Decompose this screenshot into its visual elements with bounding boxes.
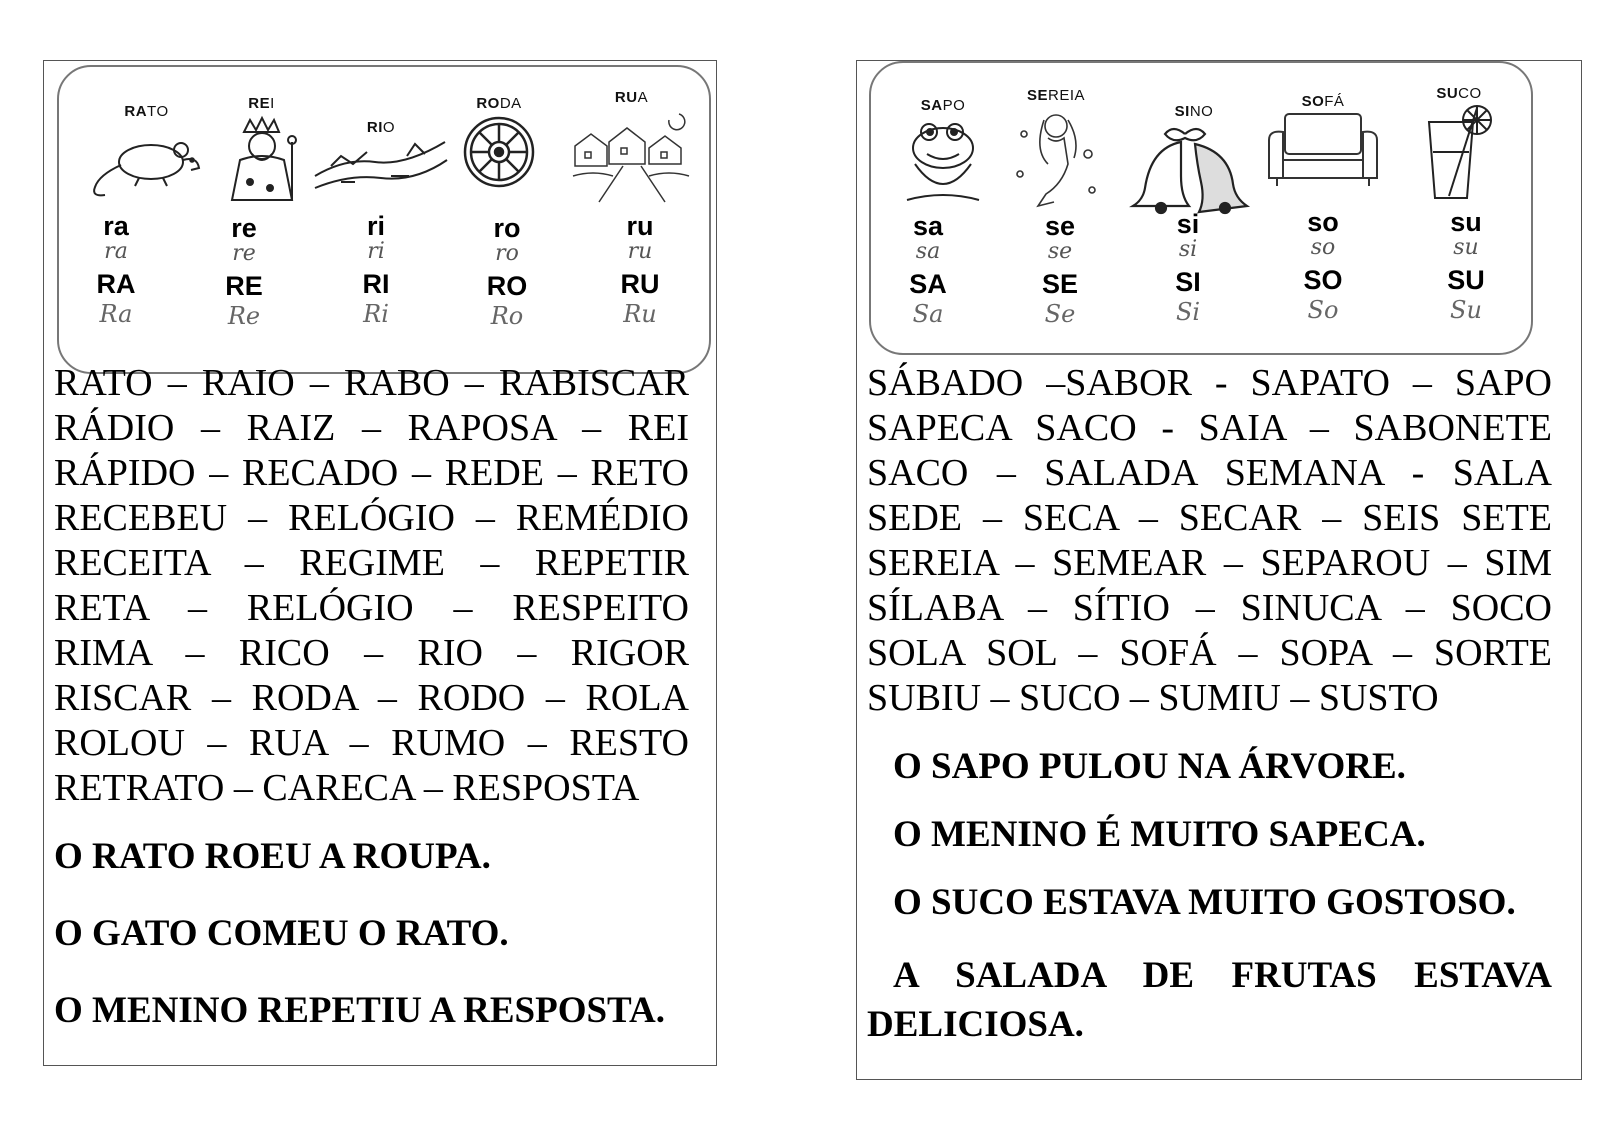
sentence: O RATO ROEU A ROUPA. xyxy=(54,836,491,877)
picture-sino xyxy=(1129,103,1259,215)
picture-suco xyxy=(1419,85,1499,202)
word-line: RECEITA – REGIME – REPETIR xyxy=(54,542,689,584)
syllable-lowercase: ro xyxy=(493,213,521,243)
syllable-cursive-uppercase: Re xyxy=(227,302,261,330)
picture-label: SINO xyxy=(1174,103,1214,120)
word-line: SUBIU – SUCO – SUMIU – SUSTO xyxy=(867,677,1439,719)
syllable-lowercase: sa xyxy=(912,211,944,241)
syllable-cursive-lowercase: ri xyxy=(367,239,385,264)
rat-icon xyxy=(89,120,204,200)
syllable-column-ru xyxy=(585,213,695,326)
picture-roda xyxy=(459,95,539,192)
syllable-cursive-uppercase: Si xyxy=(1175,298,1201,326)
sentence-list xyxy=(54,837,704,1068)
picture-label: RIO xyxy=(366,119,396,136)
mermaid-icon xyxy=(1006,104,1106,209)
syllable-cursive-uppercase: Sa xyxy=(912,300,944,328)
syllable-lowercase: so xyxy=(1307,207,1339,237)
syllable-cursive-lowercase: ru xyxy=(627,239,653,264)
syllable-column-ri xyxy=(321,213,431,326)
wheel-icon xyxy=(459,112,539,192)
syllable-lowercase: si xyxy=(1176,209,1200,239)
syllable-cursive-uppercase: Ri xyxy=(363,300,389,328)
picture-label: RATO xyxy=(124,103,169,120)
syllable-uppercase: RI xyxy=(362,269,390,299)
syllable-uppercase: SO xyxy=(1303,265,1343,295)
juice-icon xyxy=(1419,102,1499,202)
picture-rua xyxy=(569,89,694,206)
syllable-column-ro xyxy=(452,215,562,328)
syllable-lowercase: se xyxy=(1044,211,1076,241)
sentence: O GATO COMEU O RATO. xyxy=(54,913,509,954)
word-line: RIMA – RICO – RIO – RIGOR xyxy=(54,632,689,674)
syllable-uppercase: RA xyxy=(96,269,136,299)
syllable-column-so xyxy=(1268,209,1378,322)
syllable-cursive-lowercase: ra xyxy=(104,239,128,264)
syllable-uppercase: SU xyxy=(1447,265,1485,295)
word-line: RÁPIDO – RECADO – REDE – RETO xyxy=(54,452,689,494)
syllable-column-si xyxy=(1133,211,1243,324)
sentence: A SALADA DE FRUTAS ESTAVA DELICIOSA. xyxy=(867,955,1552,1045)
syllable-uppercase: SA xyxy=(909,269,947,299)
picture-rei xyxy=(214,95,309,207)
syllable-cursive-uppercase: So xyxy=(1307,296,1339,324)
king-icon xyxy=(214,112,309,207)
syllable-lowercase: re xyxy=(231,213,257,243)
syllable-cursive-lowercase: ro xyxy=(495,241,519,266)
syllable-cursive-lowercase: se xyxy=(1047,239,1073,264)
picture-label: SUCO xyxy=(1436,85,1482,102)
word-line: SOLA SOL – SOFÁ – SOPA – SORTE xyxy=(867,632,1552,674)
syllable-panel-r xyxy=(57,65,711,374)
river-icon xyxy=(311,136,451,196)
syllable-panel-s xyxy=(869,61,1533,355)
left-reading-card xyxy=(43,60,717,1066)
word-line: RETRATO – CARECA – RESPOSTA xyxy=(54,767,640,809)
right-reading-card xyxy=(856,60,1582,1080)
syllable-cursive-uppercase: Se xyxy=(1044,300,1076,328)
bells-icon xyxy=(1129,120,1259,215)
word-list xyxy=(867,361,1552,721)
picture-sofa xyxy=(1263,93,1383,190)
word-line: SÍLABA – SÍTIO – SINUCA – SOCO xyxy=(867,587,1552,629)
word-line: SEREIA – SEMEAR – SEPAROU – SIM xyxy=(867,542,1552,584)
syllable-uppercase: SI xyxy=(1175,267,1201,297)
picture-label: REI xyxy=(248,95,275,112)
sentence: O SAPO PULOU NA ÁRVORE. xyxy=(893,746,1406,787)
syllable-uppercase: RO xyxy=(486,271,528,301)
picture-sapo xyxy=(893,97,993,204)
sentence-list xyxy=(867,747,1552,1049)
syllable-uppercase: SE xyxy=(1041,269,1079,299)
syllable-column-ra xyxy=(61,213,171,326)
syllable-lowercase: su xyxy=(1450,207,1482,237)
syllable-column-su xyxy=(1411,209,1521,322)
syllable-column-sa xyxy=(873,213,983,326)
syllable-cursive-lowercase: su xyxy=(1453,235,1479,260)
picture-sereia xyxy=(1006,87,1106,209)
syllable-cursive-lowercase: si xyxy=(1178,237,1198,262)
picture-label: SEREIA xyxy=(1026,87,1086,104)
word-line: RECEBEU – RELÓGIO – REMÉDIO xyxy=(54,497,689,539)
picture-label: RODA xyxy=(476,95,522,112)
word-line: SEDE – SECA – SECAR – SEIS SETE xyxy=(867,497,1552,539)
picture-label: RUA xyxy=(614,89,649,106)
word-list xyxy=(54,361,689,811)
syllable-cursive-uppercase: Ra xyxy=(99,300,133,328)
syllable-lowercase: ri xyxy=(366,211,385,241)
word-line: ROLOU – RUA – RUMO – RESTO xyxy=(54,722,689,764)
picture-label: SOFÁ xyxy=(1301,93,1345,110)
syllable-cursive-uppercase: Ro xyxy=(490,302,524,330)
syllable-cursive-lowercase: sa xyxy=(915,239,941,264)
street-icon xyxy=(569,106,694,206)
picture-label: SAPO xyxy=(920,97,966,114)
syllable-lowercase: ra xyxy=(103,211,129,241)
syllable-cursive-lowercase: so xyxy=(1310,235,1336,260)
syllable-uppercase: RU xyxy=(620,269,660,299)
word-line: RETA – RELÓGIO – RESPEITO xyxy=(54,587,689,629)
sentence: O SUCO ESTAVA MUITO GOSTOSO. xyxy=(893,882,1516,923)
word-line: RÁDIO – RAIZ – RAPOSA – REI xyxy=(54,407,689,449)
word-line: SÁBADO –SABOR - SAPATO – SAPO xyxy=(867,362,1552,404)
syllable-uppercase: RE xyxy=(225,271,263,301)
picture-rato xyxy=(89,103,204,200)
syllable-cursive-uppercase: Su xyxy=(1450,296,1482,324)
sentence: O MENINO É MUITO SAPECA. xyxy=(893,814,1426,855)
syllable-cursive-lowercase: re xyxy=(232,241,256,266)
picture-rio xyxy=(311,119,451,196)
syllable-cursive-uppercase: Ru xyxy=(623,300,657,328)
sentence: O MENINO REPETIU A RESPOSTA. xyxy=(54,990,665,1031)
frog-icon xyxy=(893,114,993,204)
word-line: SACO – SALADA SEMANA - SALA xyxy=(867,452,1552,494)
syllable-column-re xyxy=(189,215,299,328)
word-line: RATO – RAIO – RABO – RABISCAR xyxy=(54,362,689,404)
word-line: SAPECA SACO - SAIA – SABONETE xyxy=(867,407,1552,449)
syllable-column-se xyxy=(1005,213,1115,326)
syllable-lowercase: ru xyxy=(626,211,654,241)
sofa-icon xyxy=(1263,110,1383,190)
word-line: RISCAR – RODA – RODO – ROLA xyxy=(54,677,689,719)
